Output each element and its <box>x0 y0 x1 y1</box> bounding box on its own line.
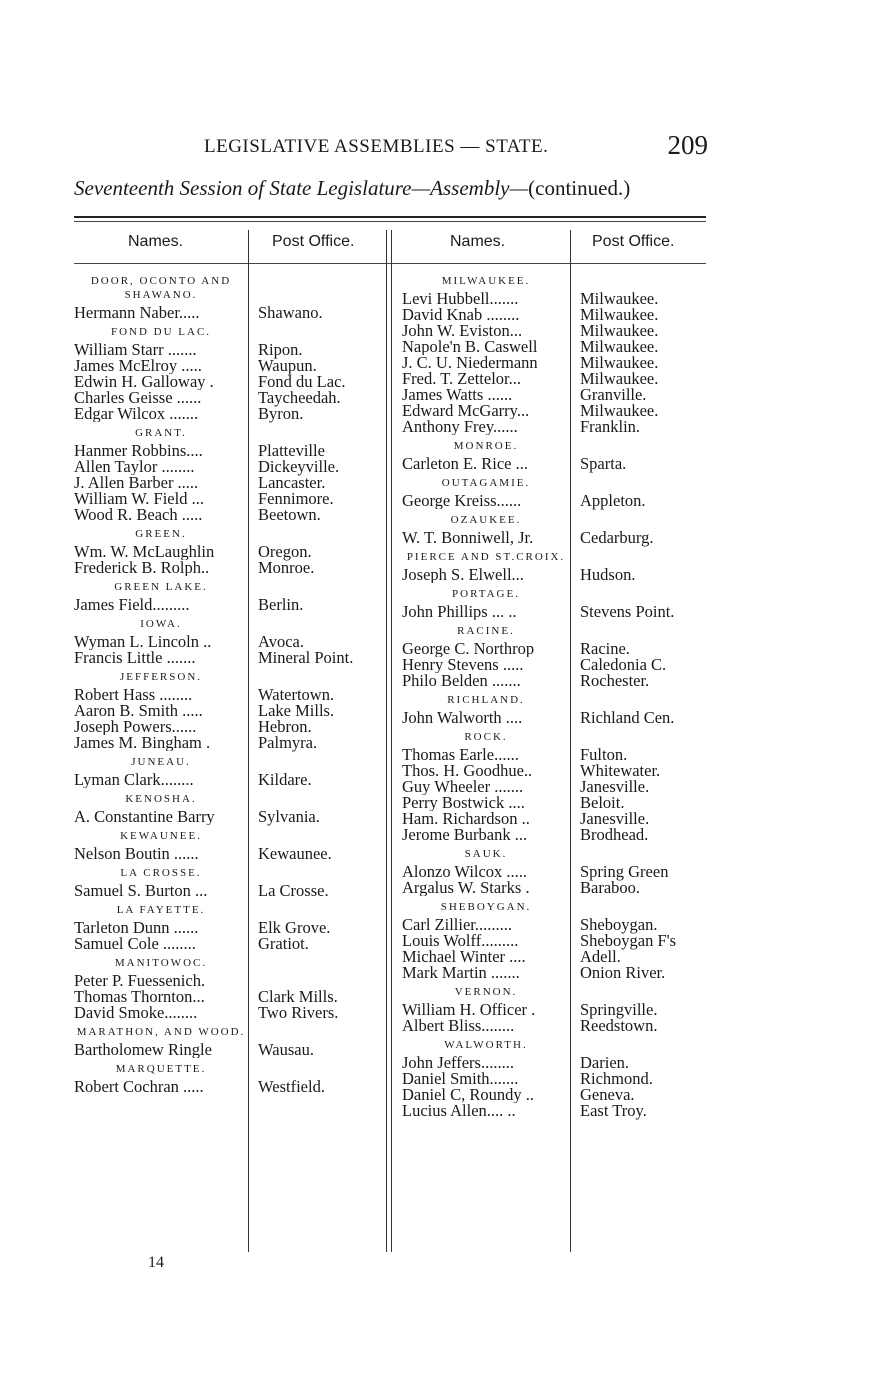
member-name: Wood R. Beach ..... <box>74 507 203 523</box>
member-name: J. C. U. Niedermann <box>402 355 538 371</box>
member-name: Francis Little ....... <box>74 650 196 666</box>
member-name: Perry Bostwick .... <box>402 795 525 811</box>
member-post-office: Spring Green <box>580 862 669 881</box>
member-name: James McElroy ..... <box>74 358 202 374</box>
member-row <box>402 339 708 355</box>
table-top-rule <box>74 216 706 218</box>
left-names-header: Names. <box>128 233 184 250</box>
member-post-office: Palmyra. <box>258 733 318 752</box>
county-heading: KENOSHA. <box>125 793 197 805</box>
member-row <box>402 673 708 689</box>
member-post-office: Monroe. <box>258 558 315 577</box>
county-heading: WALWORTH. <box>444 1039 528 1051</box>
member-name: Samuel Cole ........ <box>74 936 196 952</box>
member-post-office: Oregon. <box>258 542 312 561</box>
page-number: 209 <box>667 130 708 160</box>
member-name: Thomas Earle...... <box>402 747 519 763</box>
member-name: Thomas Thornton... <box>74 989 205 1005</box>
member-post-office: Hudson. <box>580 565 636 584</box>
member-row <box>402 371 708 387</box>
member-row <box>74 650 380 666</box>
county-heading: SAUK. <box>464 848 508 860</box>
member-name: Fred. T. Zettelor... <box>402 371 521 387</box>
member-post-office: Berlin. <box>258 595 304 614</box>
member-post-office: Fennimore. <box>258 489 334 508</box>
county-heading: MARATHON, AND WOOD. <box>76 1026 246 1038</box>
subtitle-text: Seventeenth Session of State Legislature—Assembly— <box>74 176 529 200</box>
county-heading: MONROE. <box>453 440 519 452</box>
county-heading: IOWA. <box>140 618 182 630</box>
member-post-office: Gratiot. <box>258 934 309 953</box>
member-row <box>402 811 708 827</box>
member-row <box>402 1002 708 1018</box>
member-post-office: Shawano. <box>258 303 323 322</box>
member-post-office: Elk Grove. <box>258 918 331 937</box>
member-post-office: Rochester. <box>580 671 650 690</box>
member-row <box>402 657 708 673</box>
member-row <box>402 1055 708 1071</box>
member-row <box>74 920 380 936</box>
member-post-office: Brodhead. <box>580 825 649 844</box>
member-row <box>74 544 380 560</box>
county-heading: GREEN LAKE. <box>114 581 208 593</box>
member-row <box>402 710 708 726</box>
member-name: William W. Field ... <box>74 491 204 507</box>
member-name: Bartholomew Ringle <box>74 1042 212 1058</box>
member-post-office: Sheboygan F's <box>580 931 677 950</box>
member-name: Levi Hubbell....... <box>402 291 519 307</box>
member-name: Joseph Powers...... <box>74 719 197 735</box>
member-name: Carleton E. Rice ... <box>402 456 529 472</box>
member-name: Aaron B. Smith ..... <box>74 703 203 719</box>
county-heading: PORTAGE. <box>452 588 520 600</box>
left-column <box>74 270 380 1095</box>
subtitle-continued: (continued.) <box>528 176 631 200</box>
member-name: Guy Wheeler ....... <box>402 779 524 795</box>
member-row <box>74 687 380 703</box>
member-row <box>74 1042 380 1058</box>
member-name: Samuel S. Burton ... <box>74 883 208 899</box>
member-name: Robert Hass ........ <box>74 687 193 703</box>
member-name: William H. Officer . <box>402 1002 536 1018</box>
member-row <box>74 305 380 321</box>
page-subtitle <box>74 176 710 201</box>
member-post-office: Waupun. <box>258 356 317 375</box>
member-post-office: Kewaunee. <box>258 844 332 863</box>
member-post-office: Milwaukee. <box>580 289 659 308</box>
member-post-office: Two Rivers. <box>258 1003 339 1022</box>
member-name: Allen Taylor ........ <box>74 459 195 475</box>
member-post-office: Springville. <box>580 1000 658 1019</box>
member-name: Lucius Allen.... .. <box>402 1103 516 1119</box>
column-divider-center <box>386 230 387 1252</box>
member-row <box>402 291 708 307</box>
member-post-office: Baraboo. <box>580 878 641 897</box>
member-name: W. T. Bonniwell, Jr. <box>402 530 534 546</box>
member-row <box>74 772 380 788</box>
left-post-office-header: Post Office. <box>272 233 355 250</box>
member-post-office: Milwaukee. <box>580 337 659 356</box>
member-name: Edgar Wilcox ....... <box>74 406 199 422</box>
member-row <box>74 883 380 899</box>
member-post-office: Ripon. <box>258 340 303 359</box>
member-post-office: La Crosse. <box>258 881 329 900</box>
member-name: Henry Stevens ..... <box>402 657 524 673</box>
county-heading: RICHLAND. <box>447 694 525 706</box>
member-post-office: Onion River. <box>580 963 666 982</box>
page-header <box>74 130 710 170</box>
county-heading: RACINE. <box>457 625 515 637</box>
member-name: Edward McGarry... <box>402 403 530 419</box>
county-heading: LA FAYETTE. <box>116 904 206 916</box>
member-row <box>402 1071 708 1087</box>
member-row <box>402 323 708 339</box>
county-heading: PIERCE AND ST.CROIX. <box>406 551 566 563</box>
county-heading: FOND DU LAC. <box>110 326 212 338</box>
member-row <box>402 747 708 763</box>
member-post-office: Janesville. <box>580 777 650 796</box>
member-post-office: Sparta. <box>580 454 627 473</box>
member-name: Napole'n B. Caswell <box>402 339 538 355</box>
member-post-office: Byron. <box>258 404 304 423</box>
member-row <box>402 604 708 620</box>
county-heading: GRANT. <box>135 427 187 439</box>
member-name: John Jeffers........ <box>402 1055 514 1071</box>
member-name: Joseph S. Elwell... <box>402 567 524 583</box>
member-row <box>74 390 380 406</box>
member-row <box>74 1005 380 1021</box>
member-name: A. Constantine Barry <box>74 809 215 825</box>
county-heading: KEWAUNEE. <box>120 830 202 842</box>
member-name: Robert Cochran ..... <box>74 1079 204 1095</box>
member-row <box>74 560 380 576</box>
member-row <box>74 703 380 719</box>
county-heading: MARQUETTE. <box>115 1063 207 1075</box>
member-post-office: Hebron. <box>258 717 312 736</box>
right-post-office-header: Post Office. <box>592 233 675 250</box>
member-post-office: Beloit. <box>580 793 625 812</box>
member-post-office: East Troy. <box>580 1101 647 1120</box>
member-row <box>74 846 380 862</box>
member-post-office: Whitewater. <box>580 761 661 780</box>
member-row <box>74 735 380 751</box>
member-row <box>402 456 708 472</box>
member-row <box>402 387 708 403</box>
member-name: George C. Northrop <box>402 641 535 657</box>
member-name: Mark Martin ....... <box>402 965 520 981</box>
member-name: Nelson Boutin ...... <box>74 846 199 862</box>
member-row <box>402 1103 708 1119</box>
member-post-office: Franklin. <box>580 417 641 436</box>
member-post-office: Sylvania. <box>258 807 320 826</box>
member-name: Daniel C, Roundy .. <box>402 1087 534 1103</box>
table-header-rule <box>74 263 706 264</box>
member-row <box>74 459 380 475</box>
member-name: Carl Zillier......... <box>402 917 512 933</box>
member-post-office: Stevens Point. <box>580 602 675 621</box>
member-row <box>74 491 380 507</box>
running-title: LEGISLATIVE ASSEMBLIES — STATE. <box>204 136 549 157</box>
member-name: Frederick B. Rolph.. <box>74 560 210 576</box>
member-row <box>402 355 708 371</box>
member-post-office: Milwaukee. <box>580 401 659 420</box>
member-row <box>402 795 708 811</box>
member-name: Anthony Frey...... <box>402 419 518 435</box>
signature-mark: 14 <box>148 1254 164 1271</box>
member-row <box>402 827 708 843</box>
member-name: Louis Wolff......... <box>402 933 519 949</box>
member-name: James Field......... <box>74 597 190 613</box>
member-row <box>402 307 708 323</box>
member-post-office: Taycheedah. <box>258 388 341 407</box>
member-post-office: Cedarburg. <box>580 528 654 547</box>
member-row <box>74 475 380 491</box>
member-row <box>402 419 708 435</box>
member-post-office: Racine. <box>580 639 630 658</box>
member-row <box>402 763 708 779</box>
member-post-office: Platteville <box>258 441 325 460</box>
member-name: Ham. Richardson .. <box>402 811 530 827</box>
member-post-office: Granville. <box>580 385 647 404</box>
member-name: Alonzo Wilcox ..... <box>402 864 528 880</box>
member-row <box>74 936 380 952</box>
county-heading: JUNEAU. <box>131 756 191 768</box>
member-row <box>74 809 380 825</box>
member-post-office: Richmond. <box>580 1069 653 1088</box>
member-row <box>402 1087 708 1103</box>
county-heading: SHEBOYGAN. <box>440 901 532 913</box>
county-heading: DOOR, OCONTO AND SHAWANO. <box>90 275 232 301</box>
member-name: Edwin H. Galloway . <box>74 374 214 390</box>
member-post-office: Lancaster. <box>258 473 326 492</box>
member-name: James M. Bingham . <box>74 735 211 751</box>
member-row <box>74 342 380 358</box>
member-row <box>402 965 708 981</box>
member-post-office: Avoca. <box>258 632 304 651</box>
member-post-office: Janesville. <box>580 809 650 828</box>
table-top-rule-thin <box>74 221 706 222</box>
member-name: Hermann Naber..... <box>74 305 200 321</box>
member-name: Daniel Smith....... <box>402 1071 519 1087</box>
member-row <box>74 1079 380 1095</box>
member-post-office: Milwaukee. <box>580 369 659 388</box>
member-row <box>402 864 708 880</box>
member-post-office: Milwaukee. <box>580 305 659 324</box>
county-heading: JEFFERSON. <box>119 671 203 683</box>
member-name: Lyman Clark........ <box>74 772 194 788</box>
member-name: J. Allen Barber ..... <box>74 475 199 491</box>
member-name: Argalus W. Starks . <box>402 880 530 896</box>
member-row <box>402 403 708 419</box>
member-name: George Kreiss...... <box>402 493 522 509</box>
member-name: John W. Eviston... <box>402 323 523 339</box>
member-name: John Phillips ... .. <box>402 604 517 620</box>
member-post-office: Sheboygan. <box>580 915 658 934</box>
member-post-office: Lake Mills. <box>258 701 335 720</box>
member-post-office: Milwaukee. <box>580 353 659 372</box>
member-name: Peter P. Fuessenich. <box>74 973 206 989</box>
member-row <box>74 406 380 422</box>
member-name: Jerome Burbank ... <box>402 827 528 843</box>
member-post-office: Mineral Point. <box>258 648 354 667</box>
member-name: Wyman L. Lincoln .. <box>74 634 212 650</box>
right-names-header: Names. <box>450 233 506 250</box>
member-name: Philo Belden ....... <box>402 673 521 689</box>
member-post-office: Geneva. <box>580 1085 635 1104</box>
member-row <box>74 507 380 523</box>
member-post-office: Richland Cen. <box>580 708 675 727</box>
member-row <box>402 779 708 795</box>
member-name: John Walworth .... <box>402 710 523 726</box>
member-post-office: Fulton. <box>580 745 628 764</box>
member-post-office: Caledonia C. <box>580 655 667 674</box>
member-name: Michael Winter .... <box>402 949 526 965</box>
member-post-office: Beetown. <box>258 505 321 524</box>
member-row <box>402 1018 708 1034</box>
member-post-office: Appleton. <box>580 491 646 510</box>
member-post-office: Wausau. <box>258 1040 314 1059</box>
member-post-office: Adell. <box>580 947 621 966</box>
member-post-office: Fond du Lac. <box>258 372 346 391</box>
member-name: Charles Geisse ...... <box>74 390 202 406</box>
member-name: Wm. W. McLaughlin <box>74 544 215 560</box>
member-row <box>402 880 708 896</box>
column-divider-center-2 <box>391 230 392 1252</box>
county-heading: OZAUKEE. <box>450 514 522 526</box>
member-name: David Knab ........ <box>402 307 520 323</box>
member-post-office: Reedstown. <box>580 1016 658 1035</box>
member-name: William Starr ....... <box>74 342 197 358</box>
county-heading: MANITOWOC. <box>114 957 208 969</box>
member-name: James Watts ...... <box>402 387 513 403</box>
county-heading: GREEN. <box>135 528 187 540</box>
member-row <box>402 530 708 546</box>
county-heading: ROCK. <box>464 731 508 743</box>
member-row <box>402 493 708 509</box>
member-row <box>74 597 380 613</box>
county-heading: LA CROSSE. <box>120 867 202 879</box>
member-post-office: Dickeyville. <box>258 457 340 476</box>
member-name: Thos. H. Goodhue.. <box>402 763 533 779</box>
member-post-office: Darien. <box>580 1053 630 1072</box>
member-row <box>74 719 380 735</box>
county-heading: OUTAGAMIE. <box>441 477 531 489</box>
member-name: David Smoke........ <box>74 1005 198 1021</box>
county-heading: VERNON. <box>454 986 518 998</box>
member-post-office: Westfield. <box>258 1077 325 1096</box>
member-post-office: Watertown. <box>258 685 335 704</box>
member-row <box>402 933 708 949</box>
right-column <box>402 270 708 1119</box>
member-name: Tarleton Dunn ...... <box>74 920 199 936</box>
member-post-office: Clark Mills. <box>258 987 338 1006</box>
county-heading: MILWAUKEE. <box>441 275 531 287</box>
member-post-office: Milwaukee. <box>580 321 659 340</box>
member-name: Hanmer Robbins.... <box>74 443 203 459</box>
member-name: Albert Bliss........ <box>402 1018 515 1034</box>
member-post-office: Kildare. <box>258 770 312 789</box>
member-row <box>402 567 708 583</box>
